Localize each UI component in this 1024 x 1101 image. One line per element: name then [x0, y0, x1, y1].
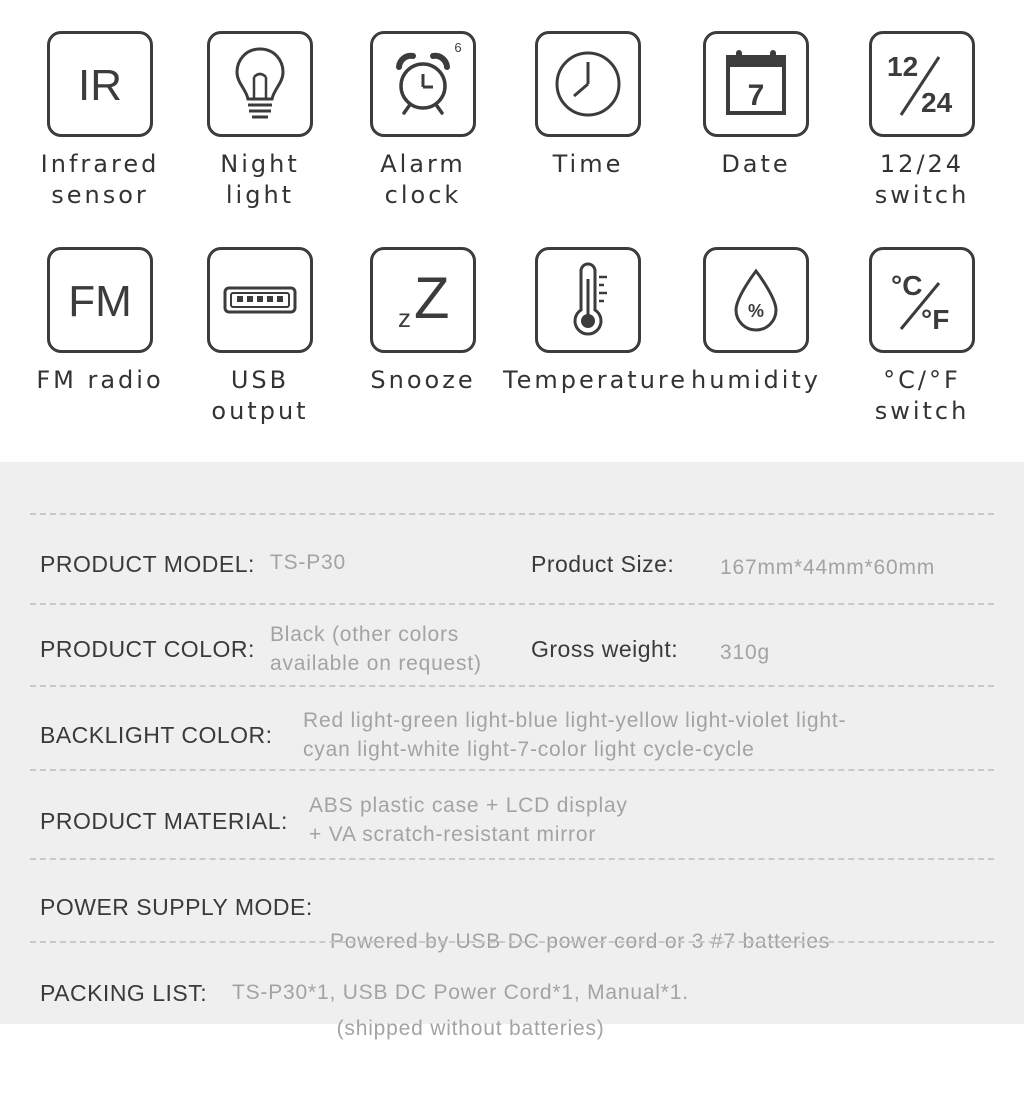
spec-label-packing: PACKING LIST:	[40, 980, 208, 1006]
svg-text:7: 7	[747, 79, 765, 112]
feature-label: Night light	[220, 150, 300, 209]
feature-tile	[869, 247, 975, 353]
feature-time	[503, 31, 673, 180]
spec-label-power: POWER SUPPLY MODE:	[40, 894, 313, 920]
divider	[30, 513, 994, 515]
divider	[30, 685, 994, 687]
spec-value-packing: TS-P30*1, USB DC Power Cord*1, Manual*1.	[232, 981, 689, 1004]
divider	[30, 858, 994, 860]
spec-value-size: 167mm*44mm*60mm	[720, 556, 936, 579]
spec-label-size: Product Size:	[531, 551, 675, 577]
feature-tile	[207, 31, 313, 137]
usb-port-icon	[215, 255, 305, 345]
snooze-icon	[378, 255, 468, 345]
feature-tile	[207, 247, 313, 353]
feature-fm-radio	[15, 247, 185, 396]
feature-tile	[535, 247, 641, 353]
feature-icon-grid	[0, 0, 1024, 462]
fm-icon	[55, 255, 145, 345]
feature-label: Alarm clock	[380, 150, 466, 209]
feature-label: Date	[721, 150, 791, 178]
feature-temperature	[503, 247, 689, 396]
spec-value-color: Black (other colors available on request)	[270, 623, 482, 675]
clock-icon	[543, 39, 633, 129]
spec-label-material: PRODUCT MATERIAL:	[40, 808, 288, 834]
alarm-clock-icon	[373, 34, 473, 134]
svg-text:%: %	[747, 301, 765, 321]
divider	[30, 603, 994, 605]
feature-tile	[703, 247, 809, 353]
humidity-drop-icon	[711, 255, 801, 345]
feature-tile	[47, 247, 153, 353]
spec-label-color: PRODUCT COLOR:	[40, 636, 255, 662]
feature-label: USB output	[211, 366, 309, 425]
12-24-icon	[877, 39, 967, 129]
svg-text:6: 6	[454, 40, 462, 55]
spec-value-backlight: Red light-green light-blue light-yellow light-violet light- cyan light-white light-7-color light cycle-cycle	[303, 709, 847, 761]
spec-value-model: TS-P30	[270, 551, 346, 574]
feature-12-24-switch	[837, 31, 1007, 211]
thermometer-icon	[543, 255, 633, 345]
calendar-icon	[711, 39, 801, 129]
svg-text:12: 12	[887, 51, 919, 82]
feature-label: Snooze	[370, 366, 476, 394]
ir-icon	[55, 39, 145, 129]
feature-tile	[370, 247, 476, 353]
spec-value-material: ABS plastic case + LCD display + VA scratch-resistant mirror	[309, 794, 628, 846]
svg-text:24: 24	[921, 87, 953, 118]
feature-tile	[535, 31, 641, 137]
spec-value-weight: 310g	[720, 641, 770, 664]
spec-label-model: PRODUCT MODEL:	[40, 551, 255, 577]
spec-label-backlight: BACKLIGHT COLOR:	[40, 722, 273, 748]
feature-usb-output	[175, 247, 345, 427]
divider	[30, 941, 994, 943]
feature-label: °C/°F switch	[874, 366, 970, 425]
svg-text:Z: Z	[414, 266, 450, 331]
feature-infrared-sensor	[15, 31, 185, 211]
celsius-fahrenheit-icon	[877, 255, 967, 345]
spec-value-power: Powered by USB DC power cord or 3 #7 batteries (shipped without batteries)	[330, 930, 831, 1040]
feature-alarm-clock	[338, 31, 508, 211]
feature-tile	[47, 31, 153, 137]
feature-tile	[869, 31, 975, 137]
feature-snooze	[338, 247, 508, 396]
feature-label: Time	[552, 150, 624, 178]
svg-text:°C: °C	[891, 270, 923, 301]
divider	[30, 769, 994, 771]
light-bulb-icon	[215, 39, 305, 129]
svg-text:°F: °F	[921, 304, 950, 335]
feature-tile	[370, 31, 476, 137]
svg-text:IR: IR	[78, 61, 122, 110]
feature-label: humidity	[691, 366, 821, 394]
svg-text:z: z	[398, 303, 411, 333]
spec-sheet	[0, 462, 1024, 1040]
feature-humidity	[671, 247, 841, 396]
feature-date	[671, 31, 841, 180]
svg-text:FM: FM	[68, 277, 132, 326]
spec-label-weight: Gross weight:	[531, 636, 679, 662]
feature-label: Infrared sensor	[40, 150, 160, 209]
feature-tile	[703, 31, 809, 137]
feature-label: 12/24 switch	[874, 150, 970, 209]
feature-label: Temperature	[503, 366, 689, 394]
feature-celsius-fahrenheit-switch	[837, 247, 1007, 427]
feature-night-light	[175, 31, 345, 211]
feature-label: FM radio	[36, 366, 164, 394]
